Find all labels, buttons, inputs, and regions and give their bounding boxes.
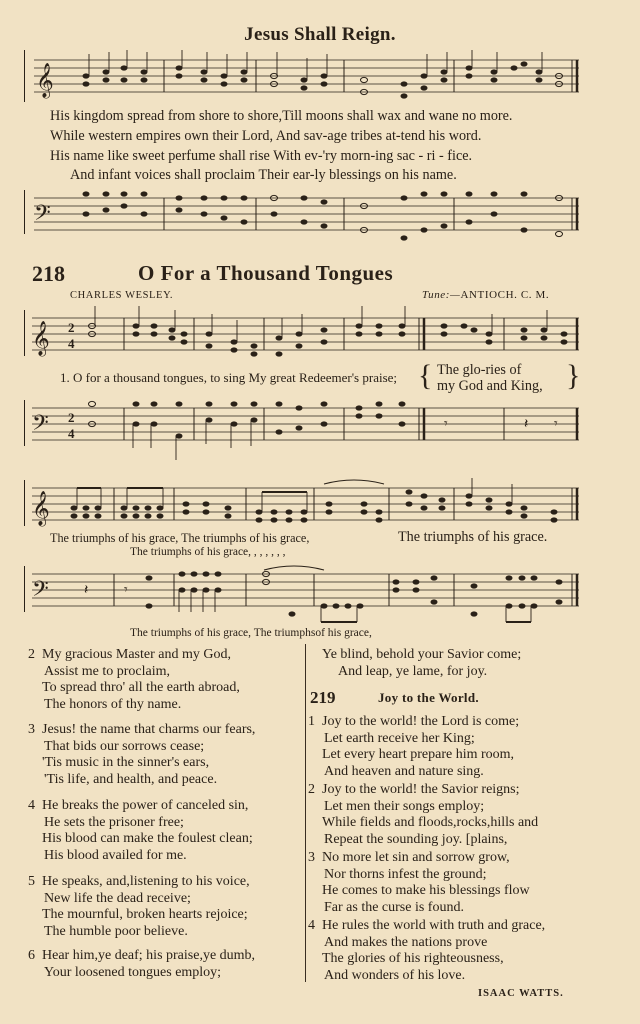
tune-name: ANTIOCH. C. M. <box>460 289 550 301</box>
hymn-218-verse-5 <box>28 874 250 940</box>
refrain-lyric-bass: The triumphs of his grace, The triumphsof his grace, <box>130 627 372 639</box>
verse-number: 6 <box>28 948 35 963</box>
brace-right: } <box>566 359 581 392</box>
verse-line: He sets the prisoner free; <box>44 814 184 830</box>
verse-line: The honors of thy name. <box>44 696 182 712</box>
verse-line: Nor thorns infest the ground; <box>324 866 487 882</box>
verse-line: The glories of his righteousness, <box>322 951 504 967</box>
verse-line: Repeat the sounding joy. [plains, <box>324 831 508 847</box>
verse-line: Far as the curse is found. <box>324 899 464 915</box>
verse-line: And wonders of his love. <box>324 967 466 983</box>
hymn-219-author: ISAAC WATTS. <box>478 988 564 999</box>
verse-line: Joy to the world! the Savior reigns; <box>322 782 520 797</box>
verse-line: While fields and floods,rocks,hills and <box>322 815 539 831</box>
verse-line: Joy to the world! the Lord is come; <box>322 714 520 729</box>
hymn-219-verse-4 <box>308 918 545 984</box>
verse-number: 2 <box>308 782 315 797</box>
lyric-line-1: His kingdom spread from shore to shore,Till moons shall wax and wane no more. <box>50 108 513 124</box>
svg-text:𝄢: 𝄢 <box>34 201 51 230</box>
staff-218-bass <box>24 396 584 464</box>
verse-line: Jesus! the name that charms our fears, <box>42 722 256 737</box>
hymn-219-number: 219 <box>310 688 336 707</box>
svg-text:𝄽: 𝄽 <box>524 417 529 432</box>
svg-text:𝄞: 𝄞 <box>36 64 54 97</box>
lyric-line-3: His name like sweet perfume shall rise With ev-'ry morn-ing sac - ri - fice. <box>50 148 473 164</box>
verse-line: His blood can make the foulest clean; <box>42 831 253 847</box>
tune-label: Tune:— <box>422 289 461 301</box>
svg-text:2: 2 <box>68 320 75 335</box>
verse-number: 1 <box>308 714 315 729</box>
hymn-218-verse-3 <box>28 722 255 788</box>
verse-line: Let men their songs employ; <box>324 798 485 814</box>
verse-line: To spread thro' all the earth abroad, <box>42 680 240 696</box>
verse-line: The mournful, broken hearts rejoice; <box>42 907 248 923</box>
verse-line: My gracious Master and my God, <box>42 647 231 662</box>
hymn-218-verse-4 <box>28 798 253 864</box>
column-divider <box>305 644 306 982</box>
hymn-218-verse-6-cont <box>322 647 521 680</box>
svg-text:𝄞: 𝄞 <box>32 492 50 525</box>
hymn-219-verse-2 <box>308 782 538 848</box>
verse-line: Hear him,ye deaf; his praise,ye dumb, <box>42 948 256 963</box>
verse-number: 3 <box>28 722 35 737</box>
verse-number: 4 <box>308 918 315 933</box>
refrain-lyric-main: The triumphs of his grace, The triumphs of his grace, <box>50 531 310 545</box>
lyric-line-2: While western empires own their Lord, And sav-age tribes at-tend his word. <box>50 128 482 144</box>
verse-line: Assist me to proclaim, <box>44 663 170 679</box>
svg-text:𝄾: 𝄾 <box>124 583 128 598</box>
svg-text:𝄾: 𝄾 <box>554 417 558 432</box>
hymn-219-verse-3 <box>308 850 530 916</box>
hymn-218-verse-2 <box>28 647 240 713</box>
staff-refrain-bass <box>24 562 584 624</box>
staff-217-treble <box>24 50 584 106</box>
brace-left: { <box>418 359 433 392</box>
verse-number: 5 <box>28 874 35 889</box>
hymn-217-title: Jesus Shall Reign. <box>244 24 396 45</box>
verse-line: 'Tis music in the sinner's ears, <box>42 755 210 771</box>
svg-text:𝄽: 𝄽 <box>84 583 89 598</box>
verse-line: Let every heart prepare him room, <box>322 747 515 763</box>
hymn-218-title: O For a Thousand Tongues <box>138 261 394 285</box>
verse-line: He speaks, and,listening to his voice, <box>42 874 250 889</box>
hymn-218-verse-1: 1. O for a thousand tongues, to sing My great Redeemer's praise; <box>60 370 398 385</box>
refrain-lyric-end: The triumphs of his grace. <box>398 529 548 545</box>
verse-number: 3 <box>308 850 315 865</box>
svg-text:𝄞: 𝄞 <box>32 322 50 355</box>
hymn-219-title: Joy to the World. <box>378 690 479 705</box>
verse-line: That bids our sorrows cease; <box>44 738 205 754</box>
verse-line: No more let sin and sorrow grow, <box>322 850 510 865</box>
verse-line: He comes to make his blessings flow <box>322 883 530 899</box>
staff-218-treble <box>24 306 584 364</box>
refrain-lyric-alto: The triumphs of his grace, , , , , , , <box>130 546 286 558</box>
hymn-219-verse-1 <box>308 714 519 780</box>
verse-line: And makes the nations prove <box>324 934 488 950</box>
verse-line: And leap, ye lame, for joy. <box>338 663 488 679</box>
svg-text:4: 4 <box>68 336 75 351</box>
verse-line: The humble poor believe. <box>44 923 188 939</box>
svg-text:𝄢: 𝄢 <box>32 411 49 440</box>
lyric-line-4: And infant voices shall proclaim Their ear-ly blessings on his name. <box>70 167 457 183</box>
verse-line: And heaven and nature sing. <box>324 763 484 779</box>
hymn-218-verse-6 <box>28 948 255 981</box>
verse-line: He rules the world with truth and grace, <box>322 918 546 933</box>
verse-line: Let earth receive her King; <box>324 730 475 746</box>
verse-line: Your loosened tongues employ; <box>44 964 222 980</box>
verse-line: Ye blind, behold your Savior come; <box>322 647 522 662</box>
hymn-218-tune <box>422 289 549 301</box>
svg-text:𝄾: 𝄾 <box>444 417 448 432</box>
verse-line: 'Tis life, and health, and peace. <box>44 771 218 787</box>
brace-line-2: my God and King, <box>437 378 543 394</box>
verse-line: He breaks the power of canceled sin, <box>42 798 249 813</box>
svg-text:𝄢: 𝄢 <box>32 577 49 606</box>
svg-text:2: 2 <box>68 410 75 425</box>
verse-number: 4 <box>28 798 35 813</box>
verse-line: His blood availed for me. <box>44 847 187 863</box>
brace-line-1: The glo-ries of <box>437 362 522 378</box>
verse-line: New life the dead receive; <box>44 890 191 906</box>
svg-text:4: 4 <box>68 426 75 441</box>
verse-number: 2 <box>28 647 35 662</box>
staff-217-bass <box>24 186 584 246</box>
staff-refrain-treble <box>24 476 584 532</box>
hymn-218-number: 218 <box>32 261 65 286</box>
hymn-218-author: CHARLES WESLEY. <box>70 290 174 301</box>
